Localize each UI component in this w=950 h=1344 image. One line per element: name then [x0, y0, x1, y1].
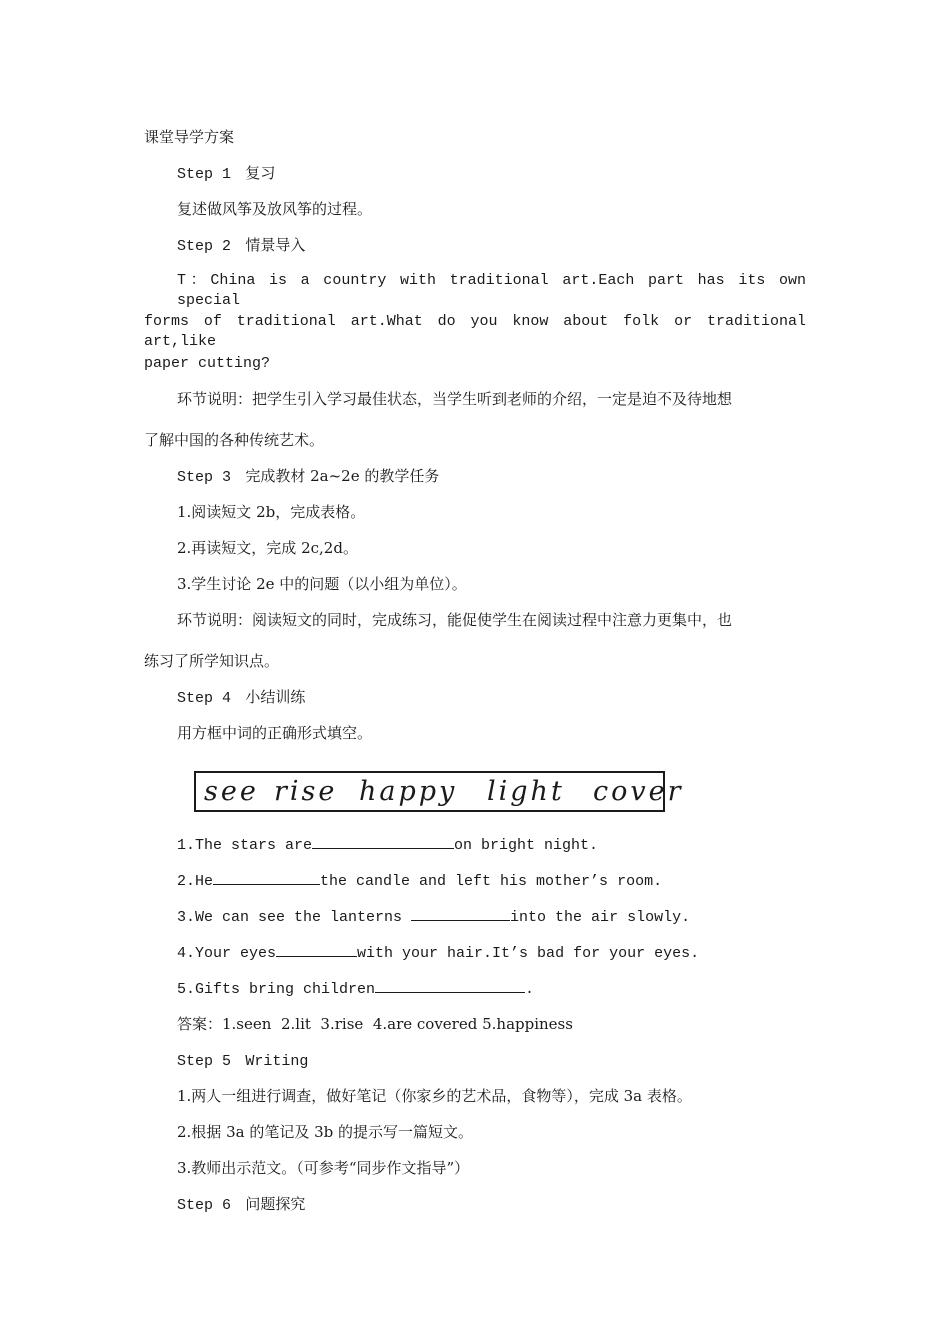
word-cover: cover — [593, 776, 684, 807]
exercise-5-blank[interactable] — [375, 978, 525, 993]
step2-label: Step 2 — [177, 238, 232, 255]
step3-note-line1: 环节说明：阅读短文的同时，完成练习，能促使学生在阅读过程中注意力更集中，也 — [177, 611, 733, 629]
exercise-5 — [177, 978, 534, 1000]
step5-item-3: 3.教师出示范文。（可参考“同步作文指导”） — [177, 1159, 470, 1177]
step5-label: Step 5 — [177, 1053, 232, 1070]
step2-note-line1: 环节说明：把学生引入学习最佳状态，当学生听到老师的介绍，一定是迫不及待地想 — [177, 390, 733, 408]
exercise-2-before: 2.He — [177, 873, 214, 890]
step2-dialogue-line3: paper cutting? — [144, 355, 271, 372]
step4-instruction: 用方框中词的正确形式填空。 — [177, 724, 373, 742]
step5-title: Writing — [245, 1053, 309, 1070]
step5-item-1: 1.两人一组进行调查，做好笔记（你家乡的艺术品，食物等），完成 3a 表格。 — [177, 1087, 692, 1105]
exercise-2-after: the candle and left his mother’s room. — [320, 873, 663, 890]
step2-note-line2: 了解中国的各种传统艺术。 — [144, 431, 325, 449]
exercise-1-after: on bright night. — [454, 837, 599, 854]
word-light: light — [487, 776, 565, 807]
step3-title: 完成教材 2a~2e 的教学任务 — [245, 467, 440, 485]
step1-heading — [177, 163, 275, 185]
step3-item-2: 2.再读短文，完成 2c,2d。 — [177, 539, 358, 557]
exercise-2 — [177, 870, 662, 892]
step1-title: 复习 — [245, 164, 276, 182]
word-box — [194, 771, 684, 812]
step2-title: 情景导入 — [245, 236, 306, 254]
step3-item-1: 1.阅读短文 2b，完成表格。 — [177, 503, 366, 521]
step6-label: Step 6 — [177, 1197, 232, 1214]
step3-note-line2: 练习了所学知识点。 — [144, 652, 280, 670]
exercise-1-blank[interactable] — [312, 834, 454, 849]
exercise-4-blank[interactable] — [276, 942, 357, 957]
exercise-3-after: into the air slowly. — [510, 909, 691, 926]
step2-heading — [177, 235, 305, 257]
step3-label: Step 3 — [177, 469, 232, 486]
step6-heading — [177, 1194, 305, 1216]
step1-label: Step 1 — [177, 166, 232, 183]
exercise-5-after: . — [525, 981, 535, 998]
step5-item-2: 2.根据 3a 的笔记及 3b 的提示写一篇短文。 — [177, 1123, 474, 1141]
step4-title: 小结训练 — [245, 688, 306, 706]
step3-item-3: 3.学生讨论 2e 中的问题（以小组为单位）。 — [177, 575, 467, 593]
word-happy: happy — [359, 776, 458, 807]
answers: 答案：1.seen 2.lit 3.rise 4.are covered 5.happiness — [177, 1015, 573, 1033]
exercise-4 — [177, 942, 699, 964]
exercise-5-before: 5.Gifts bring children — [177, 981, 376, 998]
step4-heading — [177, 687, 305, 709]
step4-label: Step 4 — [177, 690, 232, 707]
exercise-1-before: 1.The stars are — [177, 837, 313, 854]
word-see: see — [204, 776, 259, 807]
step6-title: 问题探究 — [245, 1195, 306, 1213]
exercise-3-blank[interactable] — [411, 906, 510, 921]
exercise-2-blank[interactable] — [213, 870, 320, 885]
exercise-3 — [177, 906, 690, 928]
exercise-1 — [177, 834, 598, 856]
step1-text: 复述做风筝及放风筝的过程。 — [177, 200, 373, 218]
step2-dialogue-line2: forms of traditional art.What do you know about folk or traditional art,like — [144, 313, 806, 350]
exercise-3-before: 3.We can see the lanterns — [177, 909, 412, 926]
exercise-4-after: with your hair.It’s bad for your eyes. — [357, 945, 700, 962]
exercise-4-before: 4.Your eyes — [177, 945, 277, 962]
step5-heading — [177, 1050, 308, 1072]
step3-heading — [177, 466, 439, 488]
page-title: 课堂导学方案 — [144, 128, 235, 146]
word-rise: rise — [274, 776, 338, 807]
step2-dialogue-line1: T：China is a country with traditional art.Each part has its own special — [177, 272, 806, 309]
